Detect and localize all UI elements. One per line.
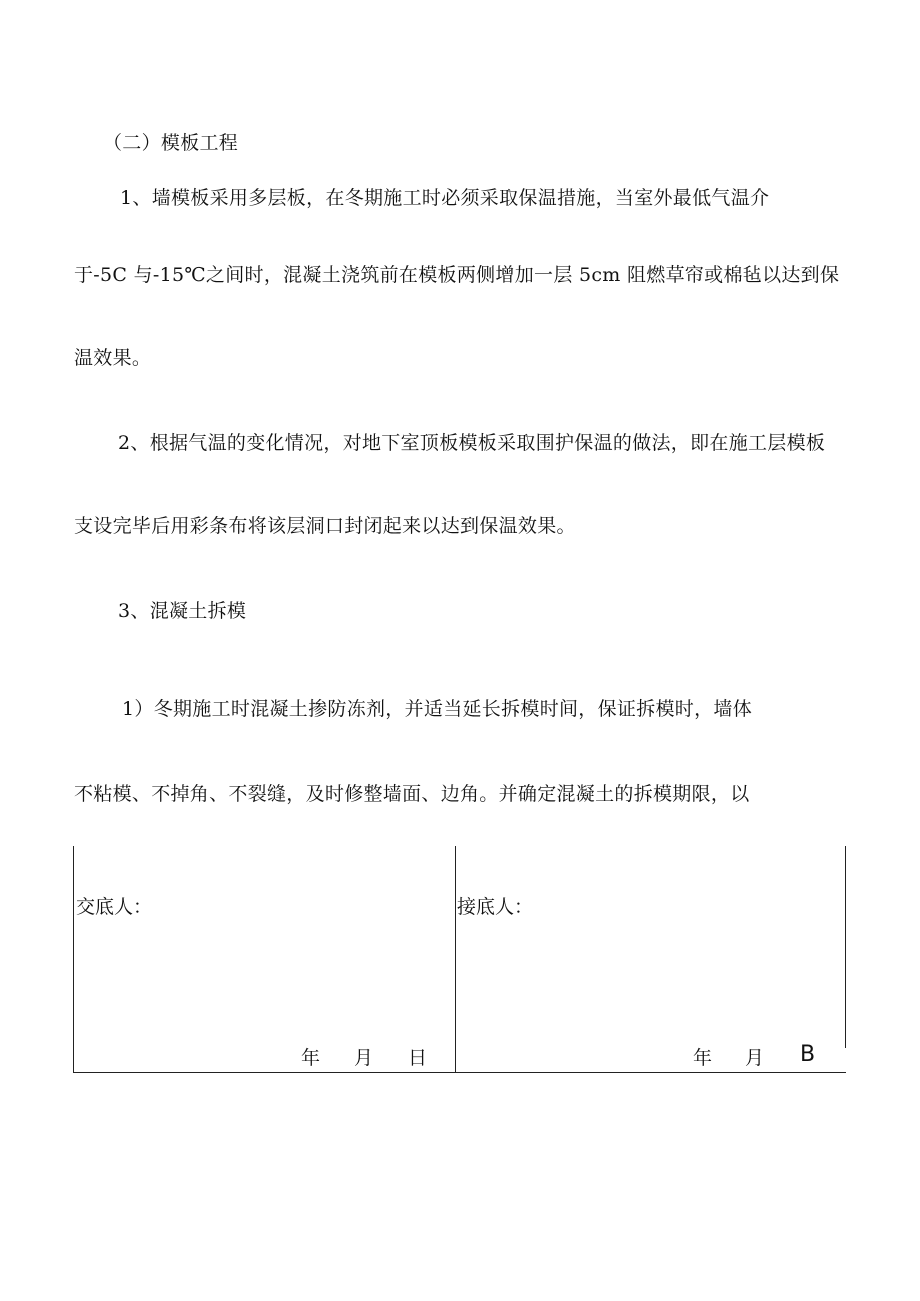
recipient-date-year: 年: [693, 1047, 713, 1069]
paragraph-line: 支设完毕后用彩条布将该层洞口封闭起来以达到保温效果。: [74, 515, 576, 537]
table-border-left: [73, 846, 74, 1072]
section-heading: （二）模板工程: [103, 132, 239, 154]
briefer-date-year: 年: [301, 1047, 321, 1069]
paragraph-line: 2、根据气温的变化情况，对地下室顶板模板采取围护保温的做法，即在施工层模板: [118, 432, 826, 454]
recipient-date-day: B: [800, 1042, 816, 1067]
table-border-middle: [455, 846, 456, 1072]
recipient-label: 接底人：: [457, 896, 534, 918]
briefer-label: 交底人：: [76, 896, 153, 918]
paragraph-line: 温效果。: [74, 347, 152, 369]
paragraph-line: 1、墙模板采用多层板，在冬期施工时必须采取保温措施，当室外最低气温介: [120, 187, 770, 209]
paragraph-line: 于-5C 与-15℃之间时，混凝土浇筑前在模板两侧增加一层 5cm 阻燃草帘或棉毡以达到保: [74, 264, 840, 286]
signature-table: [73, 846, 846, 1073]
table-border-right: [845, 846, 846, 1048]
subsection-heading: 3、混凝土拆模: [118, 600, 247, 622]
paragraph-line: 1）冬期施工时混凝土掺防冻剂，并适当延长拆模时间，保证拆模时，墙体: [122, 698, 752, 720]
recipient-date-month: 月: [745, 1047, 765, 1069]
paragraph-line: 不粘模、不掉角、不裂缝，及时修整墙面、边角。并确定混凝土的拆模期限，以: [74, 783, 750, 805]
briefer-date-month: 月: [354, 1047, 374, 1069]
briefer-date-day: 日: [408, 1047, 428, 1069]
